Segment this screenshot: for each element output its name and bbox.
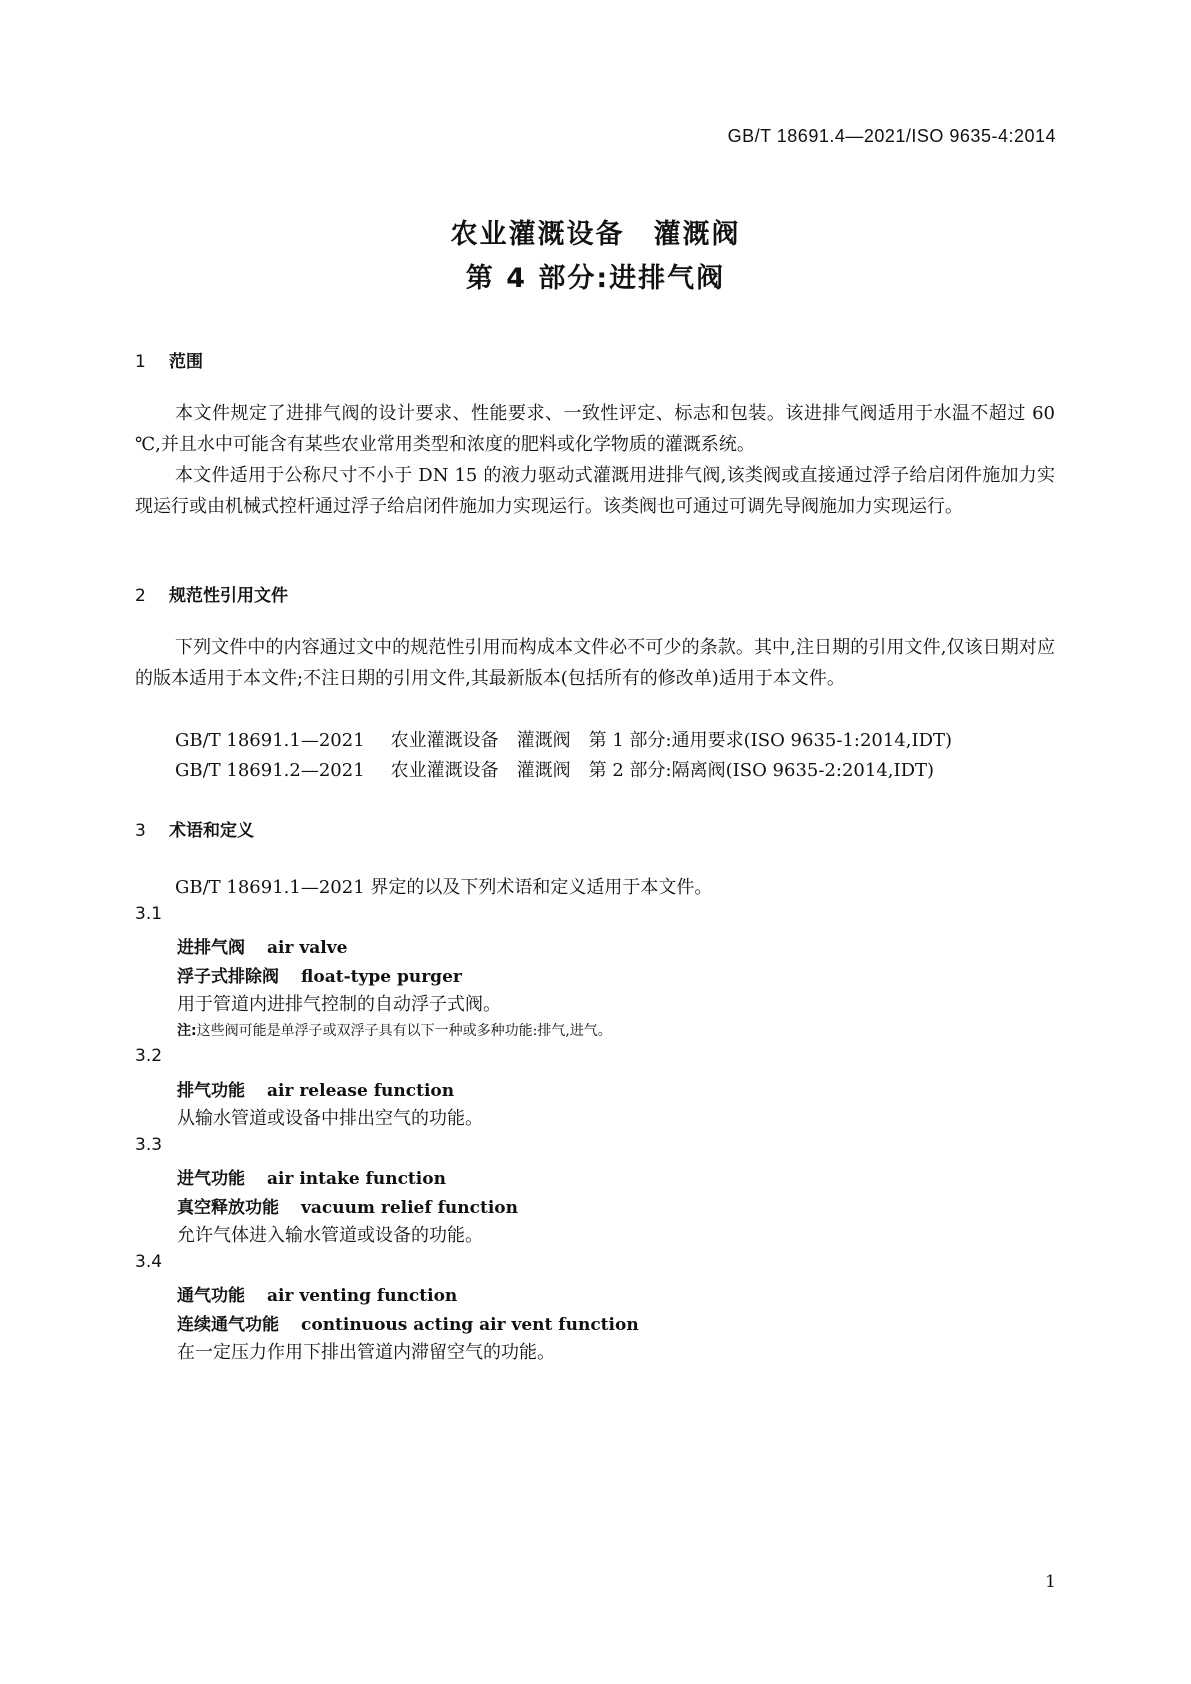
- term-zh: 真空释放功能: [177, 1198, 279, 1218]
- term-en: vacuum relief function: [301, 1198, 518, 1218]
- term-en: air venting function: [267, 1286, 458, 1306]
- paragraph: 本文件规定了进排气阀的设计要求、性能要求、一致性评定、标志和包装。该进排气阀适用于水温不超过 60 ℃,并且水中可能含有某些农业常用类型和浓度的肥料或化学物质的灌溉系统。: [135, 403, 1055, 455]
- section-heading-terms: [135, 816, 254, 841]
- references-paragraph: [135, 632, 1055, 694]
- section-title: 规范性引用文件: [169, 586, 288, 606]
- term-name: [177, 933, 347, 958]
- reference-code: GB/T 18691.2—2021: [175, 760, 365, 781]
- paragraph: 本文件适用于公称尺寸不小于 DN 15 的液力驱动式灌溉用进排气阀,该类阀或直接通过浮子给启闭件施加力实现运行或由机械式控杆通过浮子给启闭件施加力实现运行。该类阀也可通过可调先导阀施加力实现运行。: [135, 465, 1055, 517]
- reference-item: [175, 726, 952, 752]
- term-zh: 连续通气功能: [177, 1315, 279, 1335]
- document-title-line1: 农业灌溉设备 灌溉阀: [450, 219, 741, 250]
- term-number: 3.1: [135, 904, 163, 924]
- note-text: 这些阀可能是单浮子或双浮子具有以下一种或多种功能:排气,进气。: [196, 1023, 612, 1039]
- scope-paragraphs: [135, 398, 1055, 522]
- section-number: 2: [135, 586, 146, 606]
- term-en: air release function: [267, 1081, 455, 1101]
- section-number: 1: [135, 352, 146, 372]
- term-definition: 用于管道内进排气控制的自动浮子式阀。: [177, 994, 501, 1015]
- reference-item: [175, 756, 934, 782]
- term-en: air valve: [267, 938, 348, 958]
- term-name: [177, 1193, 518, 1218]
- term-name: [177, 1164, 446, 1189]
- page-number: 1: [1045, 1572, 1056, 1592]
- term-zh: 进排气阀: [177, 938, 245, 958]
- term-zh: 浮子式排除阀: [177, 967, 279, 987]
- reference-code: GB/T 18691.1—2021: [175, 730, 365, 751]
- term-en: air intake function: [267, 1169, 446, 1189]
- term-name: [177, 962, 462, 987]
- term-en: float-type purger: [301, 967, 462, 987]
- term-en: continuous acting air vent function: [301, 1315, 639, 1335]
- reference-title: 农业灌溉设备 灌溉阀 第 2 部分:隔离阀(ISO 9635-2:2014,IDT): [390, 760, 935, 781]
- section-heading-scope: [135, 347, 203, 372]
- reference-title: 农业灌溉设备 灌溉阀 第 1 部分:通用要求(ISO 9635-1:2014,IDT): [390, 730, 953, 751]
- section-title: 术语和定义: [169, 821, 254, 841]
- term-definition: 从输水管道或设备中排出空气的功能。: [177, 1108, 483, 1129]
- term-zh: 排气功能: [177, 1081, 245, 1101]
- term-zh: 进气功能: [177, 1169, 245, 1189]
- terms-intro: GB/T 18691.1—2021 界定的以及下列术语和定义适用于本文件。: [175, 877, 713, 898]
- term-number: 3.4: [135, 1252, 163, 1272]
- section-number: 3: [135, 821, 146, 841]
- term-zh: 通气功能: [177, 1286, 245, 1306]
- paragraph: 下列文件中的内容通过文中的规范性引用而构成本文件必不可少的条款。其中,注日期的引用文件,仅该日期对应的版本适用于本文件;不注日期的引用文件,其最新版本(包括所有的修改单)适用于本文件。: [135, 637, 1055, 689]
- section-heading-normative-references: [135, 581, 288, 606]
- term-definition: 在一定压力作用下排出管道内滞留空气的功能。: [177, 1342, 555, 1363]
- term-number: 3.3: [135, 1135, 163, 1155]
- term-note: [177, 1020, 612, 1040]
- term-name: [177, 1076, 454, 1101]
- term-number: 3.2: [135, 1046, 163, 1066]
- term-definition: 允许气体进入输水管道或设备的功能。: [177, 1225, 483, 1246]
- section-title: 范围: [169, 352, 203, 372]
- standard-code-header: GB/T 18691.4—2021/ISO 9635-4:2014: [727, 126, 1056, 146]
- term-name: [177, 1281, 457, 1306]
- note-label: 注:: [177, 1023, 197, 1039]
- term-name: [177, 1310, 639, 1335]
- document-title-line2: 第 4 部分:进排气阀: [465, 263, 726, 294]
